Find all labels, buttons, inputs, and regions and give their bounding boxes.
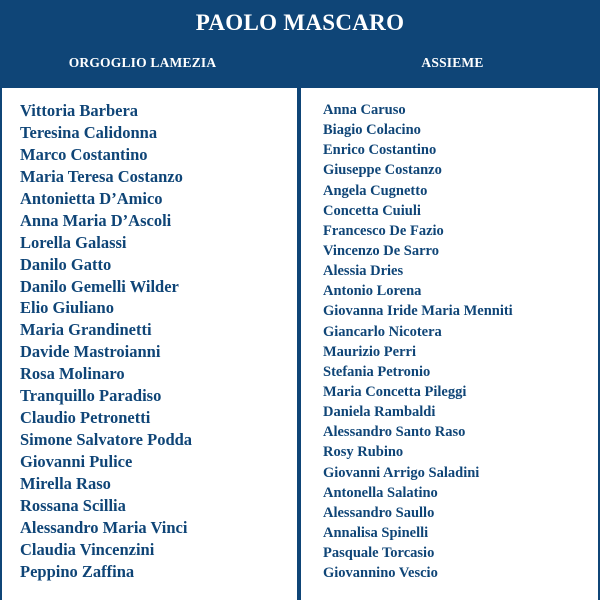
candidate-name: Giuseppe Costanzo [323,162,442,179]
candidate-name: Giovanni Arrigo Saladini [323,464,480,481]
candidate-name: Giovanna Iride Maria Menniti [323,303,513,320]
candidate-name: Concetta Cuiuli [323,202,421,219]
candidate-name: Stefania Petronio [323,363,431,380]
page-title: PAOLO MASCARO [195,10,405,35]
candidate-name: Alessia Dries [323,263,404,280]
candidate-name: Biagio Colacino [323,122,421,139]
header-banner [0,0,600,88]
candidate-name: Maria Grandinetti [20,320,152,340]
candidate-name: Danilo Gemelli Wilder [20,276,179,296]
candidate-name: Angela Cugnetto [323,182,428,199]
candidate-name: Vincenzo De Sarro [323,242,439,259]
candidate-name: Alessandro Maria Vinci [20,517,188,537]
candidate-name: Vittoria Barbera [20,101,139,120]
candidate-name: Claudia Vincenzini [20,539,155,559]
candidate-name: Maria Concetta Pileggi [323,383,467,400]
candidate-name: Francesco De Fazio [323,222,444,239]
candidate-name: Enrico Costantino [323,142,437,159]
candidate-name: Rosy Rubino [323,444,404,461]
candidate-list-assieme [323,100,595,583]
candidate-name: Giovannino Vescio [323,565,438,582]
candidate-name: Maria Teresa Costanzo [20,166,183,186]
candidate-name: Danilo Gatto [20,254,112,274]
candidate-name: Antonietta D’Amico [20,188,163,208]
candidate-name: Mirella Raso [20,473,111,493]
candidate-name: Giovanni Pulice [20,452,133,471]
candidate-name: Peppino Zaffina [20,561,135,581]
candidate-name: Anna Caruso [323,102,406,118]
candidate-name: Daniela Rambaldi [323,404,436,421]
candidate-name: Rossana Scillia [20,495,126,515]
candidate-name: Tranquillo Paradiso [20,386,162,406]
candidate-name: Annalisa Spinelli [323,524,429,541]
candidate-name: Antonella Salatino [323,484,438,501]
candidate-name: Alessandro Santo Raso [323,424,466,441]
candidate-name: Lorella Galassi [20,232,127,252]
list-title-assieme: ASSIEME [421,55,484,70]
candidate-name: Giancarlo Nicotera [323,323,442,340]
list-title-orgoglio-lamezia: ORGOGLIO LAMEZIA [68,55,217,70]
column-divider [297,88,301,600]
candidate-name: Antonio Lorena [323,283,422,300]
candidate-name: Alessandro Saullo [323,504,435,521]
candidate-name: Teresina Calidonna [20,122,158,142]
candidate-name: Maurizio Perri [323,343,416,360]
candidate-name: Simone Salvatore Podda [20,430,193,450]
candidate-name: Anna Maria D’Ascoli [20,210,172,230]
candidate-name: Claudio Petronetti [20,408,151,428]
candidate-name: Pasquale Torcasio [323,545,435,562]
candidate-list-orgoglio-lamezia [20,100,295,583]
frame-left-border [0,88,2,600]
candidate-name: Elio Giuliano [20,298,114,318]
candidate-name: Marco Costantino [20,144,148,164]
candidate-name: Rosa Molinaro [20,364,125,384]
candidate-name: Davide Mastroianni [20,342,161,362]
